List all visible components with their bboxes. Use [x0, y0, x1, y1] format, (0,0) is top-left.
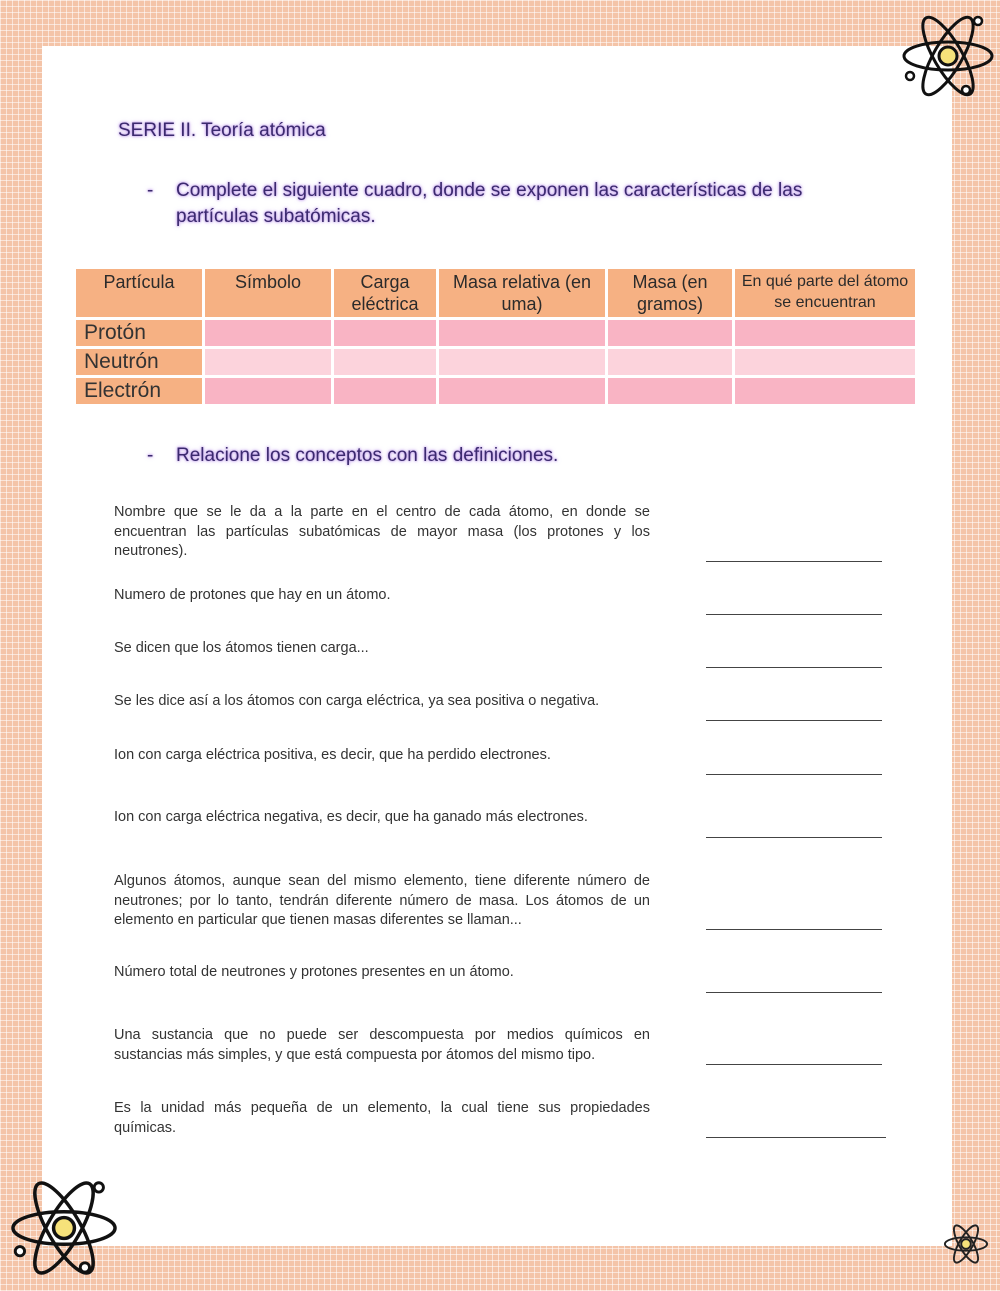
definition-text: Ion con carga eléctrica negativa, es decir, que ha ganado más electrones. [114, 809, 588, 825]
answer-line[interactable] [706, 1064, 882, 1065]
header-charge: Carga eléctrica [334, 269, 436, 317]
answer-line[interactable] [706, 1137, 886, 1138]
header-particle: Partícula [76, 269, 202, 317]
header-symbol: Símbolo [205, 269, 331, 317]
answer-line[interactable] [706, 837, 882, 838]
instruction-text: Relacione los conceptos con las definiciones. [176, 445, 559, 466]
table-row [76, 378, 915, 404]
definition-text: Algunos átomos, aunque sean del mismo elemento, tiene diferente número de neutrones; por lo tanto, tendrán diferente número de masa. Los átomos de un elemento en particular que tienen masas diferentes se llaman... [114, 873, 650, 928]
answer-line[interactable] [706, 992, 882, 993]
mass-grams-cell[interactable] [608, 378, 732, 404]
definition-text: Se dicen que los átomos tienen carga... [114, 640, 369, 656]
symbol-cell[interactable] [205, 320, 331, 346]
answer-line[interactable] [706, 774, 882, 775]
table-row [76, 349, 915, 375]
instruction-text: Complete el siguiente cuadro, donde se exponen las características de las partículas subatómicas. [176, 180, 803, 227]
bullet-dash: - [147, 180, 154, 201]
relative-mass-cell[interactable] [439, 378, 605, 404]
symbol-cell[interactable] [205, 378, 331, 404]
answer-line[interactable] [706, 929, 882, 930]
header-relative-mass: Masa relativa (en uma) [439, 269, 605, 317]
definition-text: Ion con carga eléctrica positiva, es decir, que ha perdido electrones. [114, 747, 551, 763]
page-title: SERIE II. Teoría atómica [118, 120, 326, 141]
particles-table [73, 266, 918, 407]
relative-mass-cell[interactable] [439, 349, 605, 375]
table-header-row [76, 269, 915, 317]
symbol-cell[interactable] [205, 349, 331, 375]
location-cell[interactable] [735, 320, 915, 346]
header-mass-grams: Masa (en gramos) [608, 269, 732, 317]
definition-text: Una sustancia que no puede ser descompuesta por medios químicos en sustancias más simples, y que está compuesta por átomos del mismo tipo. [114, 1027, 650, 1063]
particle-name: Protón [76, 320, 202, 346]
answer-line[interactable] [706, 561, 882, 562]
particle-name: Neutrón [76, 349, 202, 375]
relative-mass-cell[interactable] [439, 320, 605, 346]
mass-grams-cell[interactable] [608, 320, 732, 346]
mass-grams-cell[interactable] [608, 349, 732, 375]
atom-icon [898, 6, 998, 106]
atom-icon [6, 1170, 122, 1286]
particle-name: Electrón [76, 378, 202, 404]
definition-text: Es la unidad más pequeña de un elemento, la cual tiene sus propiedades químicas. [114, 1100, 650, 1136]
definition-text: Nombre que se le da a la parte en el centro de cada átomo, en donde se encuentran las partículas subatómicas de mayor masa (los protones y los neutrones). [114, 504, 650, 559]
answer-line[interactable] [706, 667, 882, 668]
location-cell[interactable] [735, 378, 915, 404]
bullet-dash: - [147, 445, 154, 466]
header-location: En qué parte del átomo se encuentran [735, 269, 915, 317]
definition-text: Número total de neutrones y protones presentes en un átomo. [114, 964, 514, 980]
charge-cell[interactable] [334, 349, 436, 375]
answer-line[interactable] [706, 720, 882, 721]
definition-text: Se les dice así a los átomos con carga eléctrica, ya sea positiva o negativa. [114, 693, 600, 709]
atom-icon [942, 1220, 990, 1268]
definition-text: Numero de protones que hay en un átomo. [114, 587, 391, 603]
charge-cell[interactable] [334, 378, 436, 404]
table-row [76, 320, 915, 346]
charge-cell[interactable] [334, 320, 436, 346]
location-cell[interactable] [735, 349, 915, 375]
answer-line[interactable] [706, 614, 882, 615]
